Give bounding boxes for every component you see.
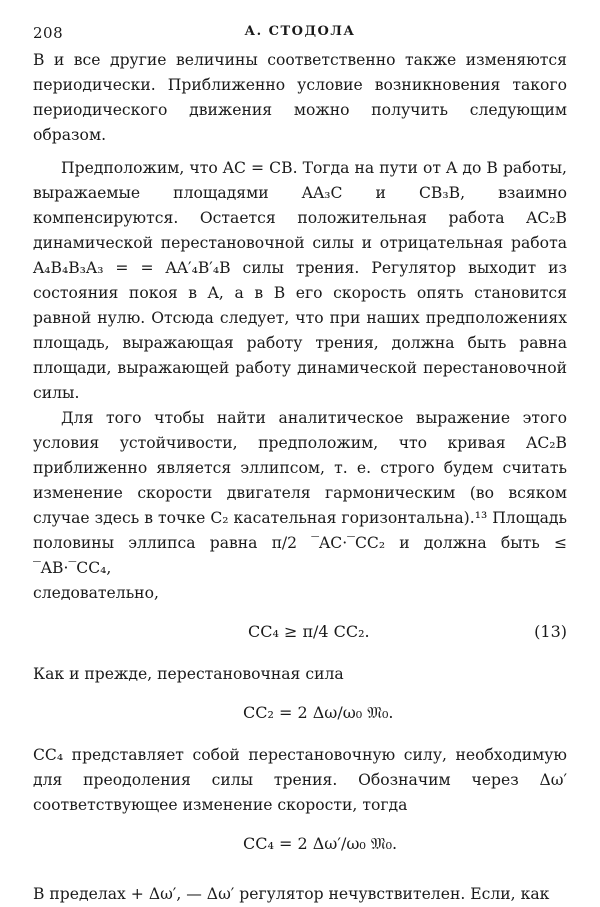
formula-cc2-expression: CC₂ = 2 Δω/ω₀ 𝔐₀.: [243, 703, 394, 722]
page: [33, 24, 567, 907]
paragraph-6: CC₄ представляет собой перестановочную силу, необходимую для преодоления силы трения. Обозначим через Δω′ соответствующее изменение скорости, тогда: [33, 746, 567, 814]
formula-cc4-expression: CC₄ = 2 Δω′/ω₀ 𝔐₀.: [243, 834, 398, 853]
paragraph-5: Как и прежде, перестановочная сила: [33, 665, 344, 683]
paragraph-3: Для того чтобы найти аналитическое выражение этого условия устойчивости, предположим, что кривая AC₂B приближенно является эллипсом, т. е. строго будем считать изменение скорости двигателя гармоническим (во всяком случае здесь в точке C₂ касательная горизонтальна).¹³ Площадь половины эллипса равна π/2 ‾AC·‾CC₂ и должна быть ≤ ‾AB·‾CC₄,: [33, 409, 567, 577]
paragraph-4: следовательно,: [33, 584, 159, 602]
formula-13-expression: CC₄ ≥ π/4 CC₂.: [248, 622, 370, 641]
formula-13: [33, 612, 567, 662]
running-title: А. СТОДОЛА: [244, 24, 356, 39]
page-header: [33, 24, 567, 48]
paragraph-2: Предположим, что AC = CB. Тогда на пути от A до B работы, выражаемые площадями AA₃C и CB₃B, взаимно компенсируются. Остается положительная работа AC₂B динамической перестановочной силы и отрицательная работа A₄B₄B₃A₃ = = AA′₄B′₄B силы трения. Регулятор выходит из состояния покоя в A, а в B его скорость опять становится равной нулю. Отсюда следует, что при наших предположениях площадь, выражающая работу трения, должна быть равна площади, выражающей работу динамической перестановочной силы.: [33, 159, 567, 402]
formula-13-number: (13): [534, 622, 567, 641]
paragraph-1: B и все другие величины соответственно также изменяются периодически. Приближенно условие возникновения такого периодического движения можно получить следующим образом.: [33, 51, 567, 144]
formula-cc4: [33, 822, 567, 876]
page-number: 208: [33, 24, 64, 42]
paragraph-7: В пределах + Δω′, — Δω′ регулятор нечувствителен. Если, как: [33, 885, 550, 903]
formula-cc2: [33, 691, 567, 743]
